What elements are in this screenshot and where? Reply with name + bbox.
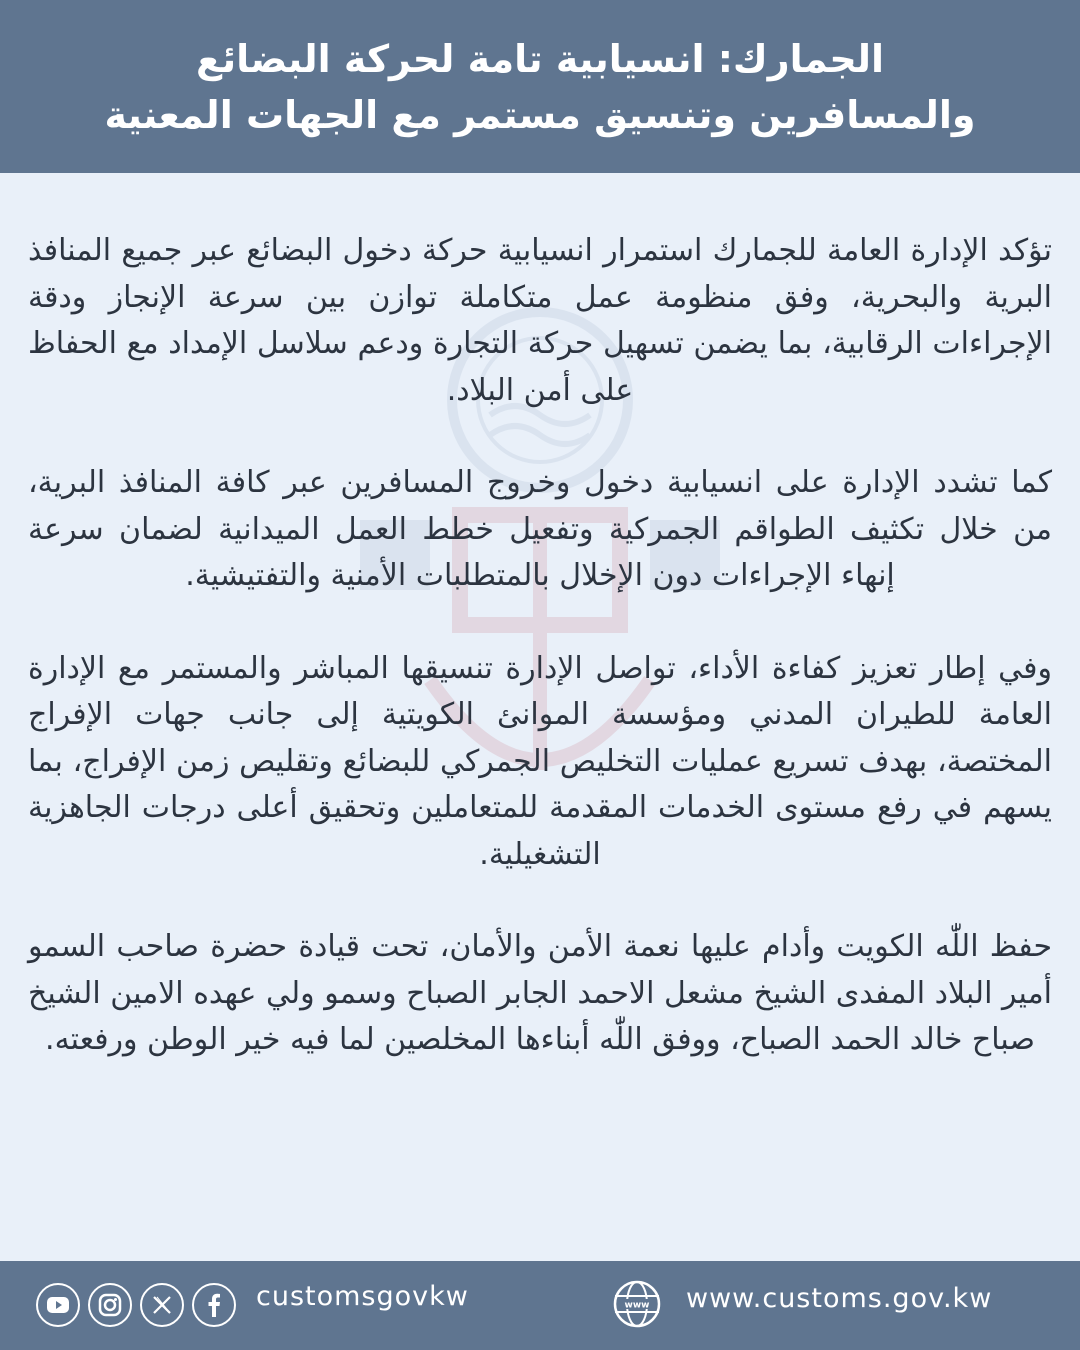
headline-line-2: والمسافرين وتنسيق مستمر مع الجهات المعنية [104, 92, 976, 137]
header-banner [0, 0, 1080, 173]
paragraph-travelers: كما تشدد الإدارة على انسيابية دخول وخروج المسافرين عبر كافة المنافذ البرية، من خلال تكثيف الطواقم الجمركية وتفعيل خطط العمل الميدانية لضمان سرعة إنهاء الإجراءات دون الإخلال بالمتطلبات الأمنية والتفتيشية. [28, 465, 1052, 593]
facebook-icon[interactable] [192, 1283, 236, 1327]
instagram-icon[interactable] [88, 1283, 132, 1327]
article-body [28, 228, 1052, 1110]
svg-text:www: www [624, 1300, 650, 1311]
paragraph-closing: حفظ اللّٰه الكويت وأدام عليها نعمة الأمن والأمان، تحت قيادة حضرة صاحب السمو أمير البلاد المفدى الشيخ مشعل الاحمد الجابر الصباح وسمو ولي عهده الامين الشيخ صباح خالد الحمد الصباح، ووفق اللّٰه أبناءها المخلصين لما فيه خير الوطن ورفعته. [28, 929, 1052, 1057]
www-globe-icon [612, 1279, 662, 1329]
x-icon[interactable] [140, 1283, 184, 1327]
youtube-icon[interactable] [36, 1283, 80, 1327]
social-handle[interactable]: customsgovkw [256, 1281, 469, 1312]
footer-bar [0, 1261, 1080, 1350]
website-link[interactable]: www.customs.gov.kw [686, 1283, 993, 1314]
headline-line-1: الجمارك: انسيابية تامة لحركة البضائع [195, 36, 885, 81]
paragraph-intro: تؤكد الإدارة العامة للجمارك استمرار انسيابية حركة دخول البضائع عبر جميع المنافذ البرية والبحرية، وفق منظومة عمل متكاملة توازن بين سرعة الإنجاز ودقة الإجراءات الرقابية، بما يضمن تسهيل حركة التجارة ودعم سلاسل الإمداد مع الحفاظ على أمن البلاد. [28, 233, 1052, 408]
paragraph-coordination: وفي إطار تعزيز كفاءة الأداء، تواصل الإدارة تنسيقها المباشر والمستمر مع الإدارة العامة للطيران المدني ومؤسسة الموانئ الكويتية إلى جانب جهات الإفراج المختصة، بهدف تسريع عمليات التخليص الجمركي للبضائع وتقليص زمن الإفراج، بما يسهم في رفع مستوى الخدمات المقدمة للمتعاملين وتحقيق أعلى درجات الجاهزية التشغيلية. [28, 650, 1052, 872]
